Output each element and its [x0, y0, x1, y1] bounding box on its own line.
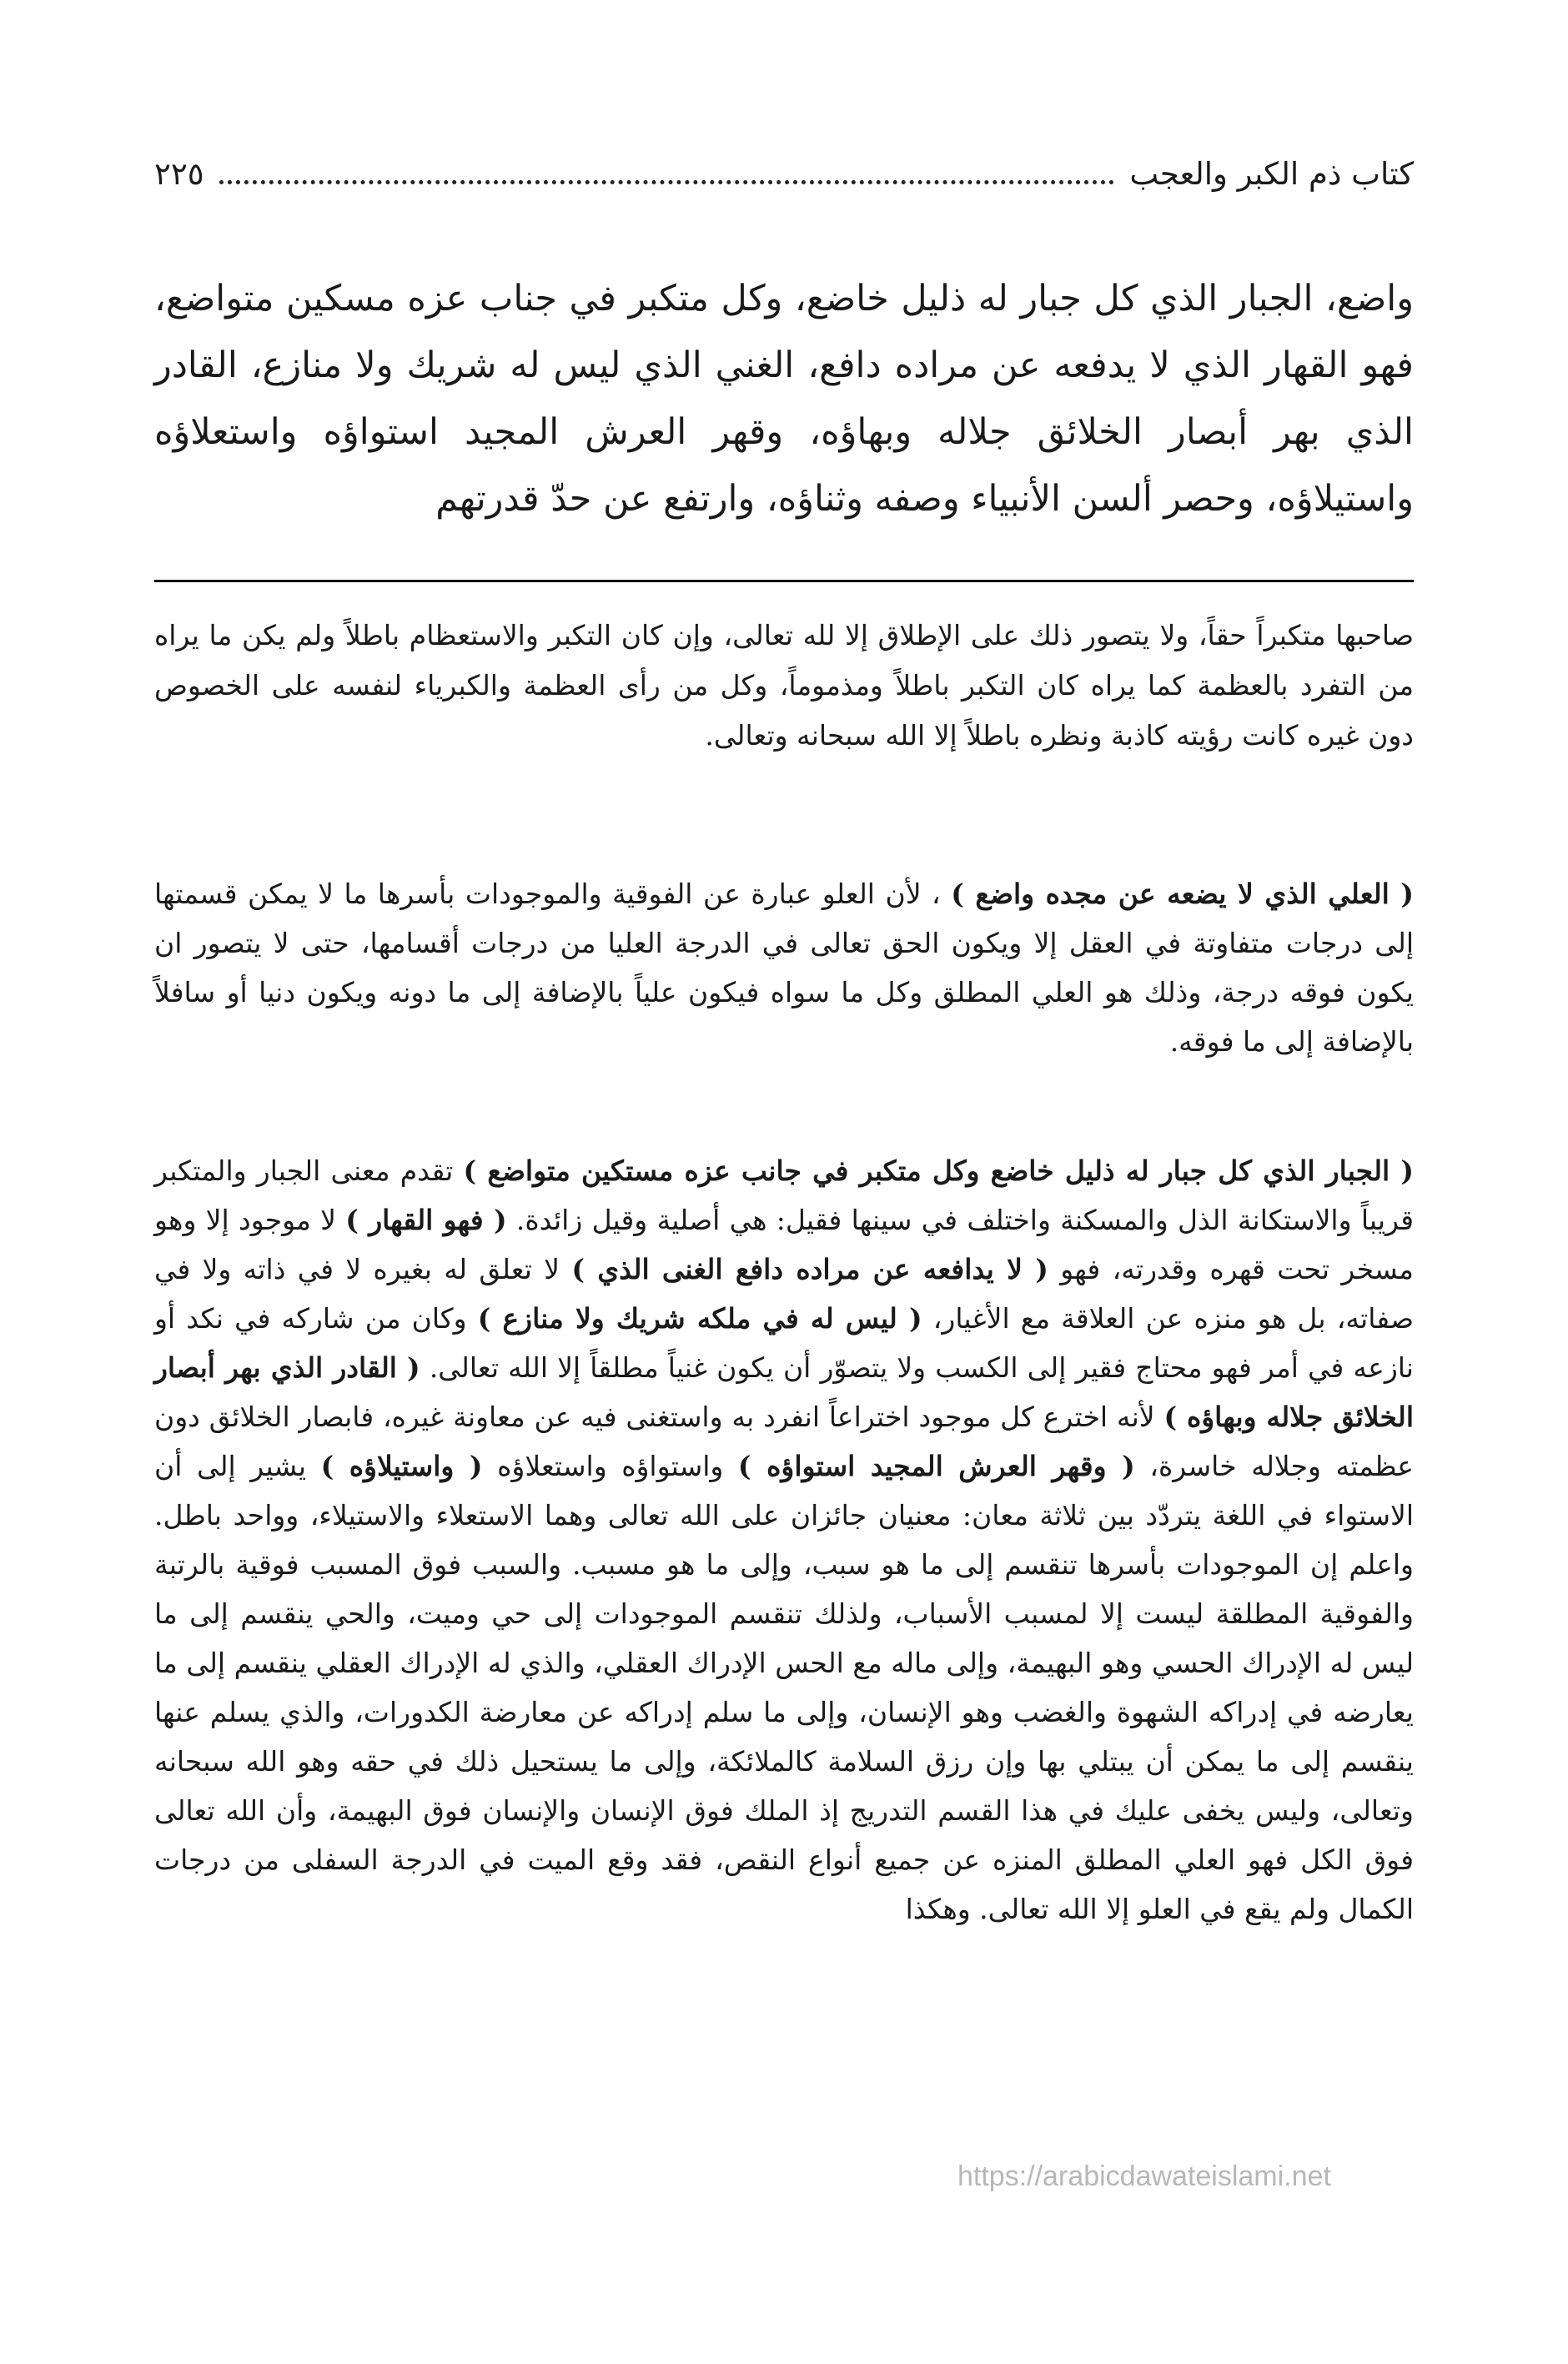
paragraph-text: لأنه اخترع كل موجود اختراعاً انفرد به واستغنى فيه عن معاونة غيره، فابصار الخلائق دون عظمته وجلاله خاسرة، — [154, 1401, 1414, 1482]
header-dot-leader — [219, 180, 1115, 184]
bold-phrase: ( لا يدافعه عن مراده دافع الغنى الذي ) — [571, 1253, 1048, 1285]
paragraph-text: لا موجود إلا وهو مسخر تحت قهره وقدرته، فهو — [154, 1204, 1414, 1285]
paragraph-text: لا تعلق له بغيره لا في ذاته ولا في صفاته، بل هو منزه عن العلاقة مع الأغيار، — [154, 1253, 1414, 1335]
footnote-divider — [154, 580, 1414, 582]
bold-phrase: ( ليس له في ملكه شريك ولا منازع ) — [477, 1302, 922, 1335]
paragraph-text: ، لأن العلو عبارة عن الفوقية والموجودات بأسرها ما لا يمكن قسمتها إلى درجات متفاوتة في العقل إلا ويكون الحق تعالى في الدرجة العليا من درجات أقسامها، حتى لا يتصور ان يكون فوقه درجة، وذلك هو العلي المطلق وكل ما سواه فيكون علياً بالإضافة إلى ما دونه ويكون دنيا أو سافلاً بالإضافة إلى ما فوقه. — [154, 878, 1414, 1058]
paragraph-heading: ( العلي الذي لا يضعه عن مجده واضع ) — [951, 878, 1414, 910]
commentary-paragraph-1 — [154, 869, 1414, 1066]
bold-phrase: ( واستيلاؤه ) — [320, 1450, 483, 1482]
paragraph-heading: ( الجبار الذي كل جبار له ذليل خاضع وكل متكبر في جانب عزه مستكين متواضع ) — [463, 1154, 1414, 1187]
paragraph-text: يشير إلى أن الاستواء في اللغة يتردّد بين ثلاثة معان: معنيان جائزان على الله تعالى وهما الاستعلاء والاستيلاء، وواحد باطل. واعلم إن الموجودات بأسرها تنقسم إلى ما هو سبب، وإلى ما هو مسبب. والسبب فوق المسبب فوقية بالرتبة والفوقية المطلقة ليست إلا لمسبب الأسباب، ولذلك تنقسم الموجودات إلى حي وميت، والحي ينقسم إلى ما ليس له الإدراك الحسي وهو البهيمة، وإلى ماله مع الحس الإدراك العقلي، والذي له الإدراك العقلي ينقسم إلى ما يعارضه في إدراكه الشهوة والغضب وهو الإنسان، وإلى ما سلم إدراكه عن معارضة الكدورات، والذي يسلم عنها ينقسم إلى ما يمكن أن يبتلي بها وإن رزق السلامة كالملائكة، وإلى ما يستحيل ذلك في حقه وهو الله سبحانه وتعالى، وليس يخفى عليك في هذا القسم التدريج إذ الملك فوق الإنسان والإنسان فوق البهيمة، وأن الله تعالى فوق الكل فهو العلي المطلق المنزه عن جميع أنواع النقص، فقد وقع الميت في الدرجة السفلى من درجات الكمال ولم يقع في العلو إلا الله تعالى. وهكذا — [154, 1450, 1414, 1925]
commentary-paragraph-2 — [154, 1146, 1414, 1934]
bold-phrase: ( وقهر العرش المجيد استواؤه ) — [737, 1450, 1135, 1482]
paragraph-text: تقدم معنى الجبار والمتكبر قريباً والاستكانة الذل والمسكنة واختلف في سينها فقيل: هي أصلية وقيل زائدة. — [154, 1154, 1415, 1236]
footnote: صاحبها متكبراً حقاً، ولا يتصور ذلك على الإطلاق إلا لله تعالى، وإن كان التكبر والاستعظام باطلاً ولم يكن ما يراه من التفرد بالعظمة كما يراه كان التكبر باطلاً ومذموماً، وكل من رأى العظمة والكبرياء لنفسه على الخصوص دون غيره كانت رؤيته كاذبة ونظره باطلاً إلا الله سبحانه وتعالى. — [154, 619, 1414, 752]
header-title: كتاب ذم الكبر والعجب — [1129, 155, 1414, 192]
bold-phrase: ( القادر الذي بهر أبصار الخلائق جلاله وبهاؤه ) — [154, 1351, 1415, 1433]
page-number: ٢٢٥ — [154, 155, 204, 192]
watermark-url: https://arabicdawateislami.net — [957, 2160, 1331, 2192]
main-text-block: واضع، الجبار الذي كل جبار له ذليل خاضع، وكل متكبر في جناب عزه مسكين متواضع، فهو القهار الذي لا يدفعه عن مراده دافع، الغني الذي ليس له شريك ولا منازع، القادر الذي بهر أبصار الخلائق جلاله وبهاؤه، وقهر العرش المجيد استواؤه واستعلاؤه واستيلاؤه، وحصر ألسن الأنبياء وصفه وثناؤه، وارتفع عن حدّ قدرتهم — [154, 278, 1414, 520]
bold-phrase: ( فهو القهار ) — [345, 1204, 507, 1236]
running-header — [154, 148, 1414, 199]
paragraph-text: وكان من شاركه في نكد أو نازعه في أمر فهو محتاج فقير إلى الكسب ولا يتصوّر أن يكون غنياً مطلقاً إلا الله تعالى. — [154, 1302, 1414, 1384]
paragraph-text: واستواؤه واستعلاؤه — [497, 1450, 724, 1482]
